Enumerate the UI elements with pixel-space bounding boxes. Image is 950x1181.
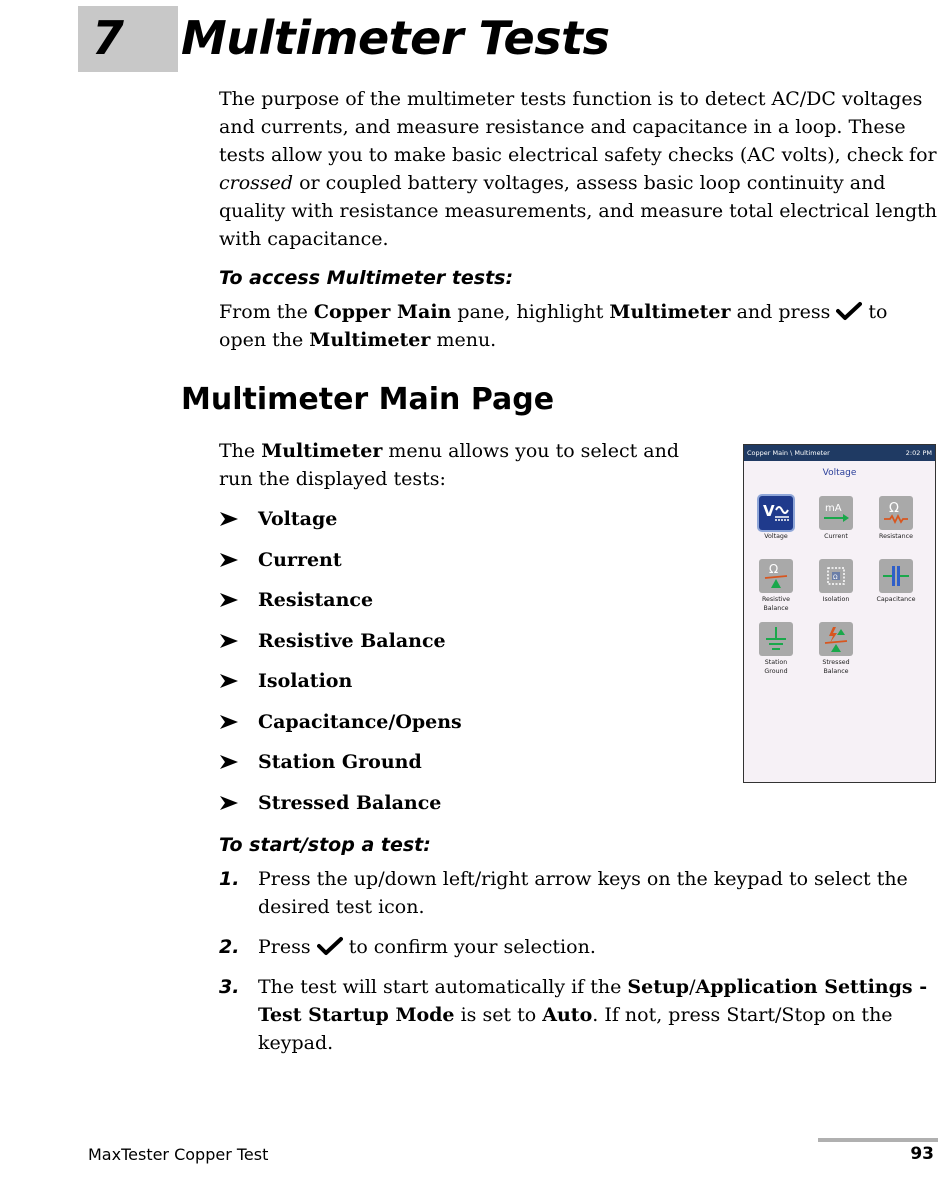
main-page-text: The <box>219 440 262 462</box>
isolation-icon <box>819 559 853 593</box>
step-text-part: / <box>689 976 696 998</box>
access-copper-main: Copper Main <box>313 301 452 323</box>
arrowhead-icon <box>219 795 239 811</box>
footer-title: MaxTester Copper Test <box>88 1145 269 1164</box>
list-item <box>219 933 935 961</box>
tile-isolation[interactable] <box>806 559 866 616</box>
step-text-part: The test will start automatically if the <box>258 976 628 998</box>
step-text <box>258 973 935 1057</box>
test-name: Isolation <box>258 670 353 692</box>
list-item <box>219 505 462 546</box>
main-page-multimeter: Multimeter <box>261 440 383 462</box>
test-list <box>219 505 462 829</box>
station-ground-icon <box>759 622 793 656</box>
access-heading: To access Multimeter tests: <box>219 267 514 289</box>
tile-label: Stressed <box>822 659 850 666</box>
main-page-paragraph <box>219 437 717 493</box>
svg-text:mA: mA <box>825 503 842 514</box>
arrowhead-icon <box>219 673 239 689</box>
resistive-balance-icon <box>759 559 793 593</box>
device-test-grid <box>744 496 935 679</box>
test-name: Station Ground <box>258 751 422 773</box>
voltage-icon <box>759 496 793 530</box>
step-text-part: . If not, press Start/Stop on the keypad. <box>258 1004 893 1054</box>
step-setup: Setup <box>627 976 690 998</box>
arrowhead-icon <box>219 511 239 527</box>
step-list <box>219 865 935 1069</box>
stressed-balance-icon <box>819 622 853 656</box>
list-item <box>219 627 462 668</box>
access-text: to open the <box>219 301 888 351</box>
svg-text:Ω: Ω <box>769 562 779 576</box>
access-text: From the <box>219 301 314 323</box>
list-item <box>219 748 462 789</box>
access-text: pane, highlight <box>451 301 610 323</box>
tile-capacitance[interactable] <box>866 559 926 616</box>
section-heading: Multimeter Main Page <box>181 382 555 417</box>
capacitance-icon <box>879 559 913 593</box>
main-page-text: menu allows you to select and run the displayed tests: <box>219 440 680 490</box>
access-multimeter-menu: Multimeter <box>309 329 431 351</box>
access-multimeter: Multimeter <box>609 301 731 323</box>
step-text-part: to confirm your selection. <box>342 936 596 958</box>
page-number: 93 <box>910 1144 934 1164</box>
list-item <box>219 546 462 587</box>
list-item <box>219 586 462 627</box>
access-text: and press <box>730 301 837 323</box>
intro-italic: crossed <box>219 172 294 194</box>
tile-resistance[interactable] <box>866 496 926 553</box>
list-item <box>219 667 462 708</box>
arrowhead-icon <box>219 754 239 770</box>
intro-paragraph <box>219 85 937 253</box>
test-name: Capacitance/Opens <box>258 710 462 733</box>
tile-voltage[interactable] <box>746 496 806 553</box>
list-item <box>219 789 462 830</box>
svg-text:Ω: Ω <box>889 501 899 516</box>
chapter-title: Multimeter Tests <box>181 11 610 65</box>
tile-label: Isolation <box>822 596 850 603</box>
start-stop-heading: To start/stop a test: <box>219 834 431 856</box>
current-icon <box>819 496 853 530</box>
intro-text-1: The purpose of the multimeter tests function is to detect AC/DC voltages and currents, and measure resistance and capacitance in a loop. These tests allow you to make basic electrical safety checks (AC volts), check for <box>219 88 937 166</box>
step-number: 1. <box>219 868 240 890</box>
step-startup-mode: Application Settings - Test Startup Mode <box>258 976 928 1026</box>
device-breadcrumb: Copper Main \ Multimeter <box>747 449 830 457</box>
tile-label: Current <box>824 533 848 540</box>
access-paragraph <box>219 298 929 354</box>
checkmark-icon <box>317 936 343 956</box>
arrowhead-icon <box>219 714 239 730</box>
device-selected-title: Voltage <box>822 468 857 478</box>
tile-station-ground[interactable] <box>746 622 806 679</box>
tile-label: Ground <box>764 667 788 675</box>
list-item <box>219 865 935 921</box>
list-item <box>219 708 462 749</box>
checkmark-icon <box>836 301 862 321</box>
tile-label: Capacitance <box>876 596 916 603</box>
intro-text-2: or coupled battery voltages, assess basic loop continuity and quality with resistance measurements, and measure total electrical length with capacitance. <box>219 172 937 250</box>
step-number: 2. <box>219 936 240 958</box>
device-screenshot <box>743 444 936 783</box>
tile-label: Station <box>764 659 788 666</box>
step-auto: Auto <box>542 1004 593 1026</box>
footer-rule <box>818 1138 938 1142</box>
tile-current[interactable] <box>806 496 866 553</box>
test-name: Stressed Balance <box>258 791 442 814</box>
chapter-number: 7 <box>92 11 125 65</box>
svg-text:Ω: Ω <box>833 574 838 581</box>
device-time: 2:02 PM <box>905 449 932 457</box>
svg-text:V: V <box>763 502 775 520</box>
test-name: Resistive Balance <box>258 629 446 652</box>
tile-label: Balance <box>763 604 789 612</box>
resistance-icon <box>879 496 913 530</box>
step-text-part: Press <box>258 936 317 958</box>
step-text <box>258 933 596 961</box>
access-text: menu. <box>430 329 497 351</box>
tile-label: Balance <box>823 667 849 675</box>
tile-label: Resistance <box>879 533 913 540</box>
list-item <box>219 973 935 1057</box>
test-name: Voltage <box>258 508 338 530</box>
tile-stressed-balance[interactable] <box>806 622 866 679</box>
arrowhead-icon <box>219 633 239 649</box>
device-status-bar <box>744 445 935 461</box>
step-text: Press the up/down left/right arrow keys on the keypad to select the desired test icon. <box>258 868 908 918</box>
tile-label: Resistive <box>761 596 791 603</box>
test-name: Current <box>258 548 342 571</box>
step-number: 3. <box>219 976 240 998</box>
arrowhead-icon <box>219 552 239 568</box>
arrowhead-icon <box>219 592 239 608</box>
tile-label: Voltage <box>764 533 788 540</box>
test-name: Resistance <box>258 589 374 611</box>
tile-resistive-balance[interactable] <box>746 559 806 616</box>
step-text-part: is set to <box>454 1004 543 1026</box>
